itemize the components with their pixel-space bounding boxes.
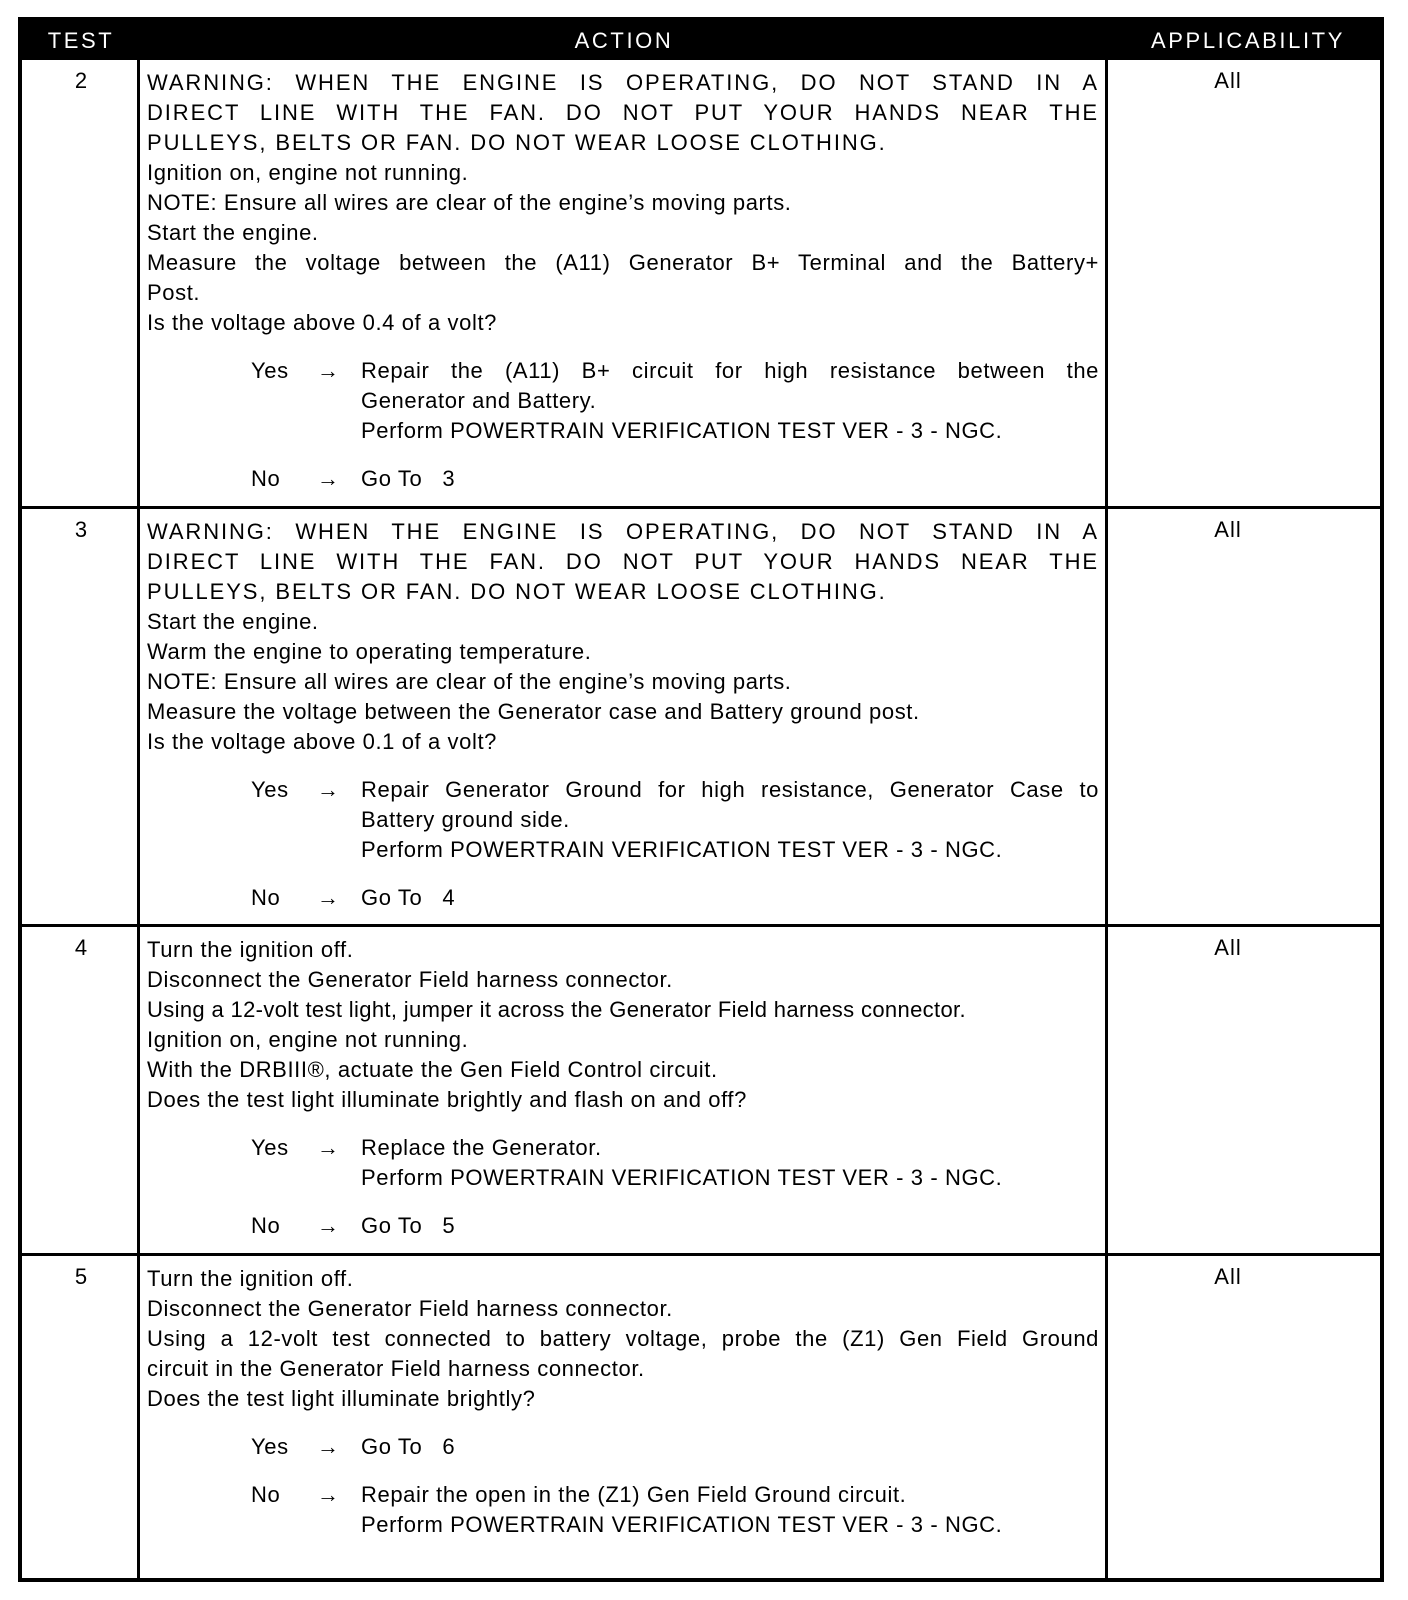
action-line: Disconnect the Generator Field harness connector. <box>147 1296 673 1321</box>
response-line: Go To 3 <box>361 466 456 491</box>
no-response <box>251 464 1099 494</box>
action-line: Turn the ignition off. <box>147 1266 354 1291</box>
test-row-2 <box>22 60 1380 509</box>
action-line: Using a 12-volt test light, jumper it across the Generator Field harness connector. <box>147 997 966 1022</box>
header-action: ACTION <box>574 28 674 53</box>
yes-response <box>251 1432 1099 1462</box>
yes-label: Yes <box>251 358 289 383</box>
arrow-right-icon: → <box>317 1482 339 1507</box>
arrow-right-icon: → <box>317 885 339 910</box>
response-line: Battery ground side. <box>361 807 570 832</box>
test-number: 3 <box>74 517 88 542</box>
no-label: No <box>251 1482 281 1507</box>
column-divider <box>1105 1256 1108 1578</box>
arrow-right-icon: → <box>317 1213 339 1238</box>
test-number: 4 <box>74 935 88 960</box>
action-line: NOTE: Ensure all wires are clear of the engine’s moving parts. <box>147 190 792 215</box>
arrow-right-icon: → <box>317 466 339 491</box>
arrow-right-icon: → <box>317 1434 339 1459</box>
action-line: Measure the voltage between the (A11) Generator B+ Terminal and the Battery+ <box>147 250 1099 275</box>
column-divider <box>137 927 140 1253</box>
column-divider <box>1105 509 1108 924</box>
header-applicability: APPLICABILITY <box>1151 28 1345 53</box>
response-line: Repair the (A11) B+ circuit for high resistance between the <box>361 358 1099 383</box>
action-line: DIRECT LINE WITH THE FAN. DO NOT PUT YOUR HANDS NEAR THE <box>147 100 1099 125</box>
response-line: Perform POWERTRAIN VERIFICATION TEST VER - 3 - NGC. <box>361 1512 1003 1537</box>
no-response <box>251 1211 1099 1241</box>
action-line: Warm the engine to operating temperature. <box>147 639 592 664</box>
action-line: Ignition on, engine not running. <box>147 1027 469 1052</box>
response-line: Perform POWERTRAIN VERIFICATION TEST VER - 3 - NGC. <box>361 1165 1003 1190</box>
action-line: circuit in the Generator Field harness connector. <box>147 1356 645 1381</box>
action-cell <box>147 68 1099 494</box>
response-line: Go To 6 <box>361 1434 456 1459</box>
applicability-value: All <box>1214 1264 1242 1289</box>
yes-label: Yes <box>251 777 289 802</box>
no-response <box>251 883 1099 913</box>
yes-response <box>251 1133 1099 1193</box>
test-row-4 <box>22 927 1380 1256</box>
action-line: Disconnect the Generator Field harness connector. <box>147 967 673 992</box>
action-cell <box>147 1264 1099 1540</box>
action-line: Is the voltage above 0.1 of a volt? <box>147 729 498 754</box>
response-line: Go To 5 <box>361 1213 456 1238</box>
response-line: Generator and Battery. <box>361 388 597 413</box>
table-header <box>22 21 1380 60</box>
column-divider <box>137 60 140 506</box>
action-cell <box>147 517 1099 913</box>
action-line: WARNING: WHEN THE ENGINE IS OPERATING, DO NOT STAND IN A <box>147 70 1099 95</box>
action-line: NOTE: Ensure all wires are clear of the engine’s moving parts. <box>147 669 792 694</box>
test-table <box>18 17 1384 1582</box>
response-line: Repair Generator Ground for high resistance, Generator Case to <box>361 777 1099 802</box>
response-line: Replace the Generator. <box>361 1135 602 1160</box>
applicability-value: All <box>1214 935 1242 960</box>
column-divider <box>137 509 140 924</box>
no-label: No <box>251 1213 281 1238</box>
response-line: Repair the open in the (Z1) Gen Field Ground circuit. <box>361 1482 907 1507</box>
header-test: TEST <box>47 28 115 53</box>
action-line: Using a 12-volt test connected to battery voltage, probe the (Z1) Gen Field Ground <box>147 1326 1099 1351</box>
no-label: No <box>251 885 281 910</box>
response-line: Go To 4 <box>361 885 456 910</box>
test-number: 5 <box>74 1264 88 1289</box>
no-label: No <box>251 466 281 491</box>
action-line: DIRECT LINE WITH THE FAN. DO NOT PUT YOUR HANDS NEAR THE <box>147 549 1099 574</box>
action-line: Turn the ignition off. <box>147 937 354 962</box>
arrow-right-icon: → <box>317 1135 339 1160</box>
yes-label: Yes <box>251 1434 289 1459</box>
yes-label: Yes <box>251 1135 289 1160</box>
response-line: Perform POWERTRAIN VERIFICATION TEST VER - 3 - NGC. <box>361 837 1003 862</box>
arrow-right-icon: → <box>317 777 339 802</box>
test-number: 2 <box>74 68 88 93</box>
action-line: Start the engine. <box>147 609 319 634</box>
action-line: Does the test light illuminate brightly and flash on and off? <box>147 1087 747 1112</box>
arrow-right-icon: → <box>317 358 339 383</box>
action-line: Post. <box>147 280 201 305</box>
applicability-value: All <box>1214 68 1242 93</box>
yes-response <box>251 775 1099 865</box>
response-line: Perform POWERTRAIN VERIFICATION TEST VER - 3 - NGC. <box>361 418 1003 443</box>
action-line: PULLEYS, BELTS OR FAN. DO NOT WEAR LOOSE CLOTHING. <box>147 130 887 155</box>
no-response <box>251 1480 1099 1540</box>
action-line: WARNING: WHEN THE ENGINE IS OPERATING, DO NOT STAND IN A <box>147 519 1099 544</box>
column-divider <box>1105 927 1108 1253</box>
test-row-3 <box>22 509 1380 927</box>
column-divider <box>1105 60 1108 506</box>
action-line: Is the voltage above 0.4 of a volt? <box>147 310 498 335</box>
test-row-5 <box>22 1256 1380 1578</box>
column-divider <box>137 1256 140 1578</box>
action-line: Start the engine. <box>147 220 319 245</box>
action-line: With the DRBIII®, actuate the Gen Field Control circuit. <box>147 1057 718 1082</box>
yes-response <box>251 356 1099 446</box>
action-line: Measure the voltage between the Generator case and Battery ground post. <box>147 699 920 724</box>
action-line: PULLEYS, BELTS OR FAN. DO NOT WEAR LOOSE CLOTHING. <box>147 579 887 604</box>
applicability-value: All <box>1214 517 1242 542</box>
action-line: Ignition on, engine not running. <box>147 160 469 185</box>
action-cell <box>147 935 1099 1241</box>
action-line: Does the test light illuminate brightly? <box>147 1386 536 1411</box>
